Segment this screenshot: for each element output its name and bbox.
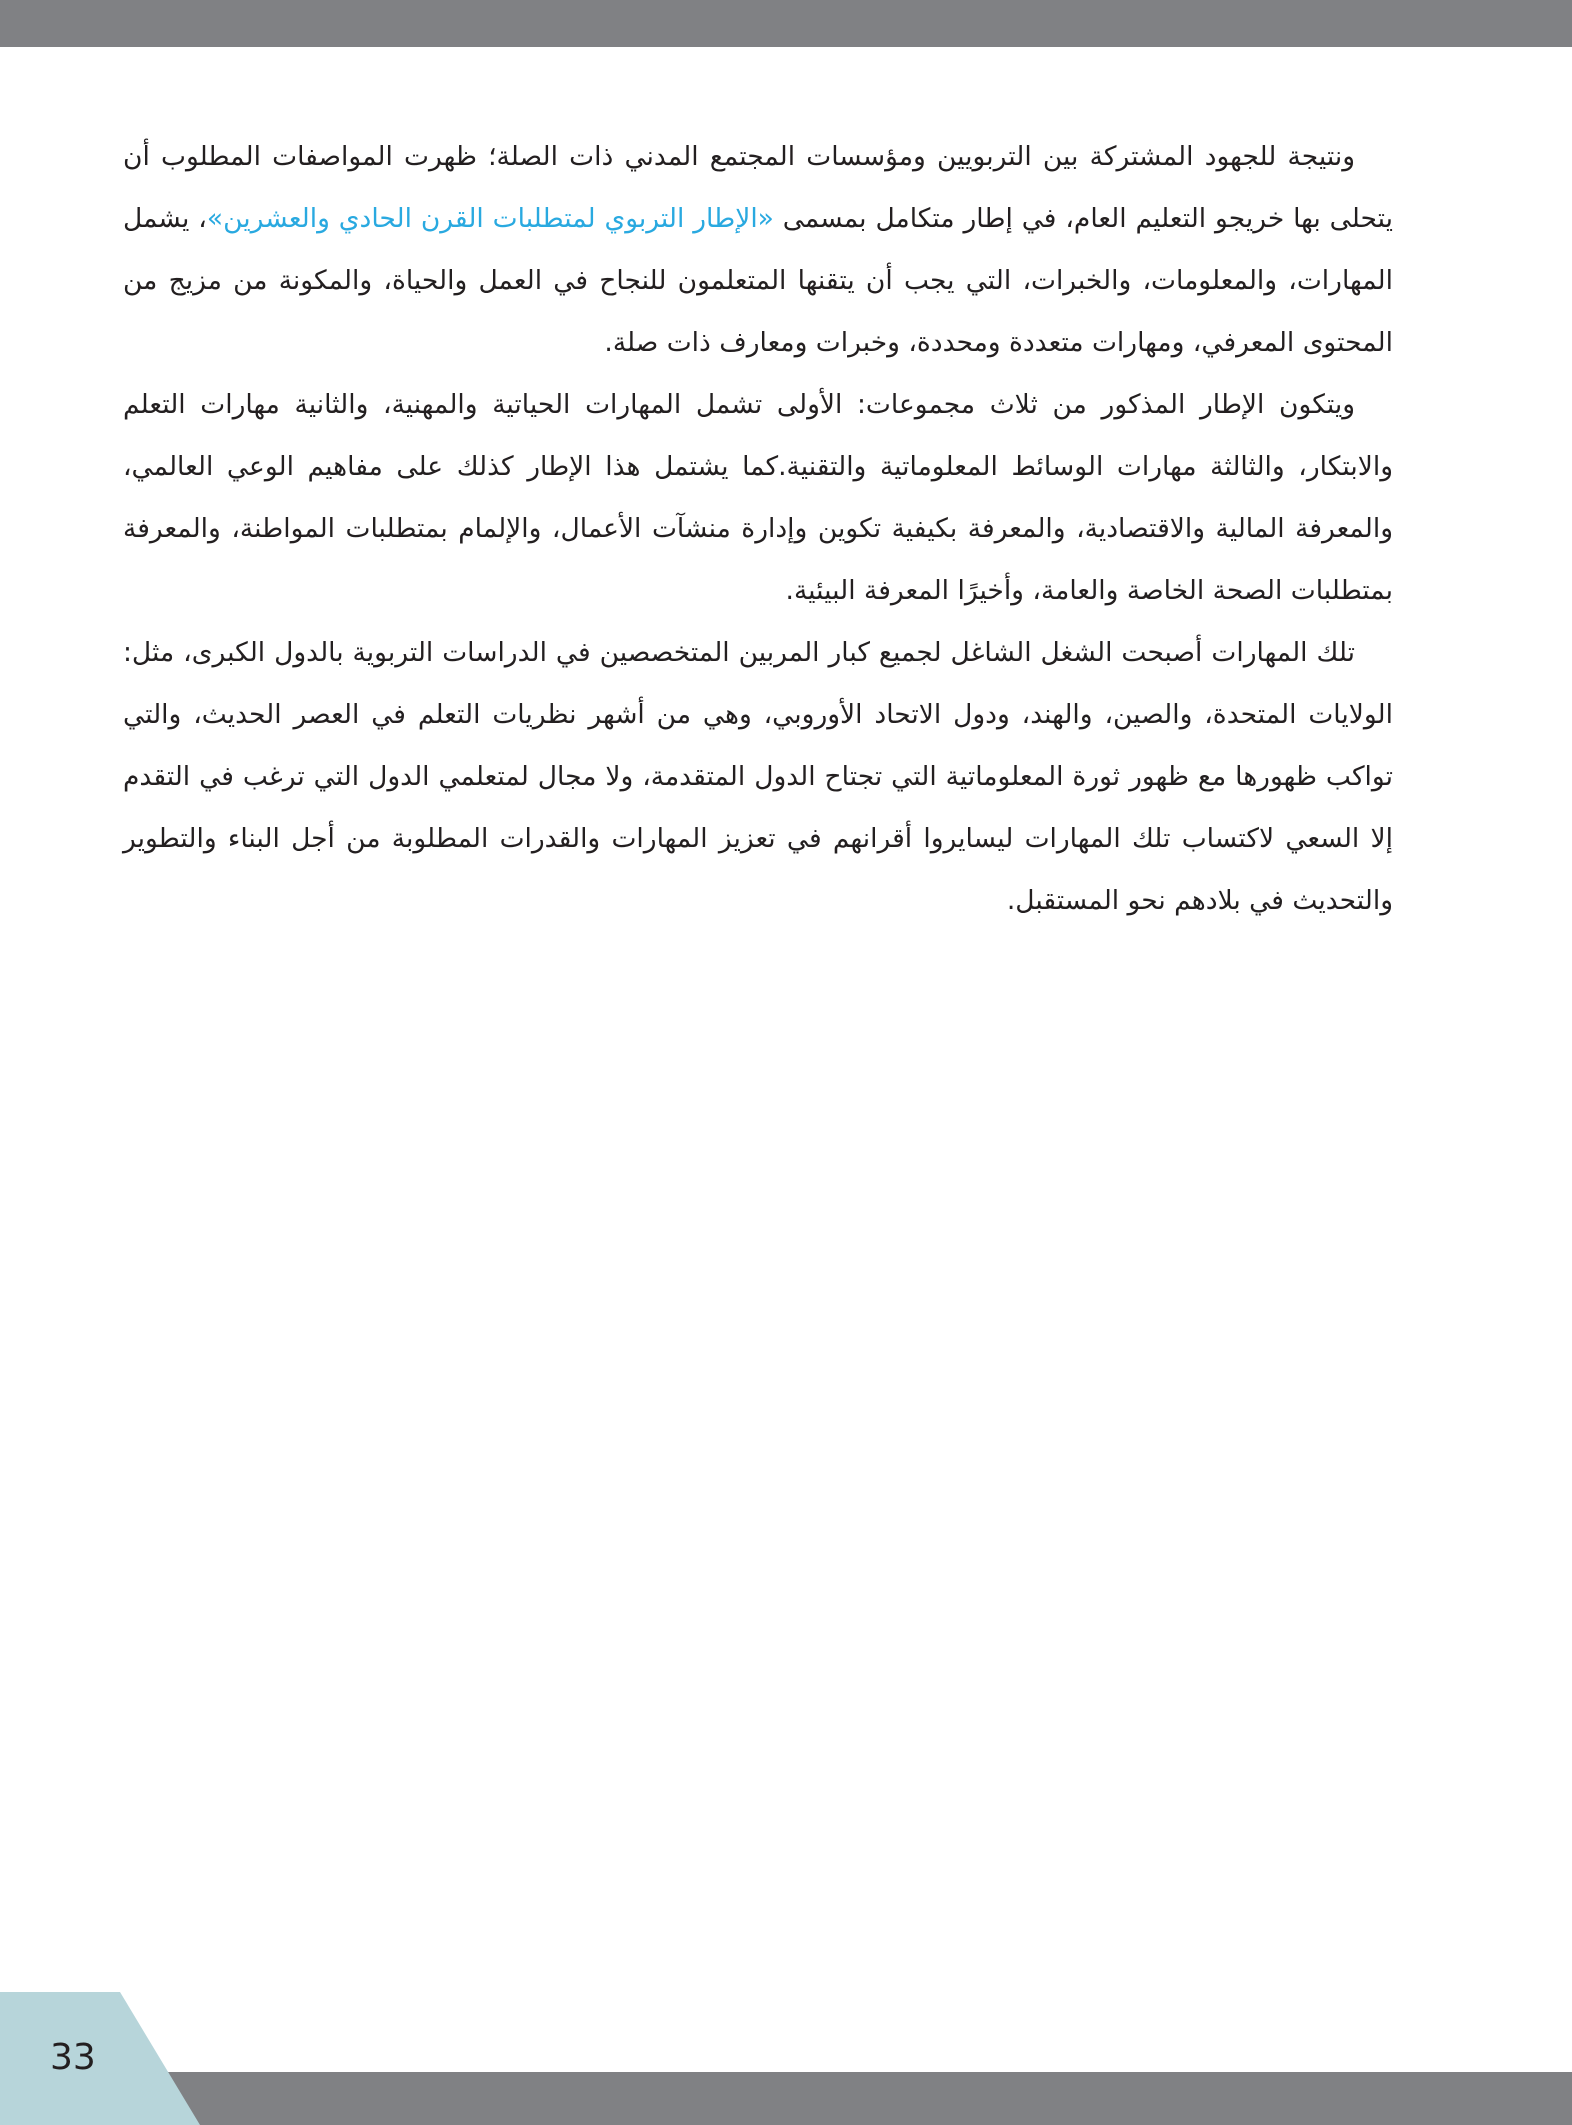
body-text [123,126,1393,932]
page-number: 33 [50,2037,96,2078]
top-bar [0,0,1572,47]
footer-bar-fill [0,2072,1572,2125]
paragraph-1-intro: ونتيجة للجهود المشتركة بين التربويين ومؤسسات المجتمع المدني ذات الصلة؛ ظهرت المواصفات المطلوب أن يتحلى بها خريجو التعليم العام، في إطار متكامل بمسمى [123,141,1394,234]
framework-name-highlight: «الإطار التربوي لمتطلبات القرن الحادي والعشرين» [206,203,774,234]
paragraph-1 [123,126,1393,374]
paragraph-2: ويتكون الإطار المذكور من ثلاث مجموعات: الأولى تشمل المهارات الحياتية والمهنية، والثانية مهارات التعلم والابتكار، والثالثة مهارات الوسائط المعلوماتية والتقنية.كما يشتمل هذا الإطار كذلك على مفاهيم الوعي العالمي، والمعرفة المالية والاقتصادية، والمعرفة بكيفية تكوين وإدارة منشآت الأعمال، والإلمام بمتطلبات المواطنة، والمعرفة بمتطلبات الصحة الخاصة والعامة، وأخيرًا المعرفة البيئية. [123,389,1393,606]
paragraph-1-rest: ، يشمل المهارات، والمعلومات، والخبرات، التي يجب أن يتقنها المتعلمون للنجاح في العمل والحياة، والمكونة من مزيج من المحتوى المعرفي، ومهارات متعددة ومحددة، وخبرات ومعارف ذات صلة. [123,203,1393,358]
paragraph-3: تلك المهارات أصبحت الشغل الشاغل لجميع كبار المربين المتخصصين في الدراسات التربوية بالدول الكبرى، مثل: الولايات المتحدة، والصين، والهند، ودول الاتحاد الأوروبي، وهي من أشهر نظريات التعلم في العصر الحديث، والتي تواكب ظهورها مع ظهور ثورة المعلوماتية التي تجتاح الدول المتقدمة، ولا مجال لمتعلمي الدول التي ترغب في التقدم إلا السعي لاكتساب تلك المهارات ليسايروا أقرانهم في تعزيز المهارات والقدرات المطلوبة من أجل البناء والتطوير والتحديث في بلادهم نحو المستقبل. [123,637,1393,916]
footer-bar [0,2072,1572,2125]
top-bar-fill [0,0,1572,47]
